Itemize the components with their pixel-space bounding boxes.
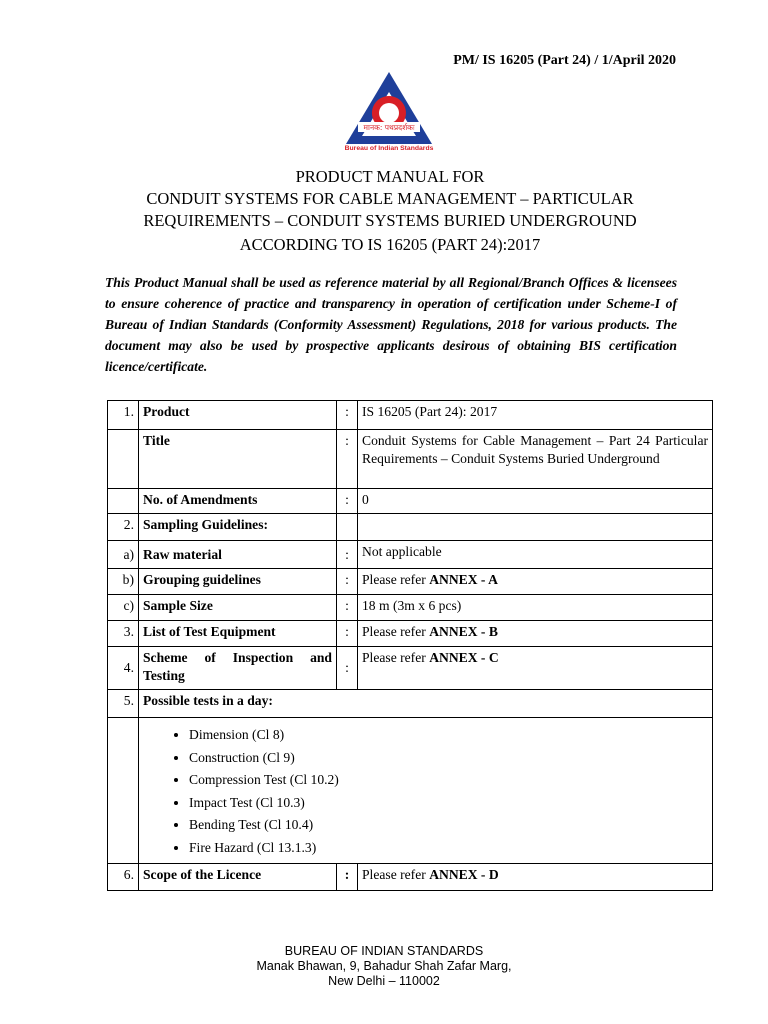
row-number: a) xyxy=(108,541,139,569)
list-item: • Dimension (Cl 8) xyxy=(189,724,708,747)
title-line-3: REQUIREMENTS – CONDUIT SYSTEMS BURIED UNDERGROUND xyxy=(143,211,637,230)
colon: : xyxy=(337,401,358,430)
list-item: • Construction (Cl 9) xyxy=(189,747,708,770)
row-number: 4. xyxy=(108,647,139,690)
title-line-4: ACCORDING TO IS 16205 (PART 24):2017 xyxy=(239,235,541,254)
row-label: Possible tests in a day: xyxy=(139,690,713,718)
row-label: Sample Size xyxy=(139,595,337,621)
tests-list xyxy=(143,724,708,859)
row-label: Raw material xyxy=(139,541,337,569)
sample-size-value: 18 m (3m x 6 pcs) xyxy=(358,595,713,621)
row-label: Sampling Guidelines: xyxy=(139,514,337,541)
row-number: 5. xyxy=(108,690,139,718)
bis-logo-graphic xyxy=(342,70,436,152)
table-row xyxy=(108,621,713,647)
raw-material-value: Not applicable xyxy=(358,541,713,569)
table-row xyxy=(108,489,713,514)
row-number: 6. xyxy=(108,864,139,891)
footer-org: BUREAU OF INDIAN STANDARDS xyxy=(284,944,484,958)
table-row xyxy=(108,541,713,569)
colon: : xyxy=(337,864,358,891)
logo-caption: Bureau of Indian Standards xyxy=(344,145,434,152)
amendments-value: 0 xyxy=(358,489,713,514)
row-label: List of Test Equipment xyxy=(139,621,337,647)
list-item: • Bending Test (Cl 10.4) xyxy=(189,814,708,837)
row-label: Title xyxy=(139,430,337,489)
colon: : xyxy=(337,595,358,621)
document-title xyxy=(60,166,720,256)
footer xyxy=(0,944,768,989)
row-label: Scope of the Licence xyxy=(139,864,337,891)
row-label: Scheme of Inspection and Testing xyxy=(139,647,337,690)
table-row xyxy=(108,514,713,541)
grouping-value: Please refer ANNEX - A xyxy=(358,569,713,595)
intro-paragraph: This Product Manual shall be used as reference material by all Regional/Branch Offices & licensees to ensure coherence of practice and transparency in operation of certification under Scheme-I of Bureau of Indian Standards (Conformity Assessment) Regulations, 2018 for various products. The document may also be used by prospective applicants desirous of obtaining BIS certification licence/certificate. xyxy=(105,275,677,374)
list-item: • Fire Hazard (Cl 13.1.3) xyxy=(189,837,708,860)
annex-ref: ANNEX - A xyxy=(429,572,498,587)
row-number: b) xyxy=(108,569,139,595)
table-row xyxy=(108,690,713,718)
row-label: No. of Amendments xyxy=(139,489,337,514)
footer-address: Manak Bhawan, 9, Bahadur Shah Zafar Marg, xyxy=(256,959,512,973)
document-reference: PM/ IS 16205 (Part 24) / 1/April 2020 xyxy=(453,53,676,68)
table-row xyxy=(108,401,713,430)
table-row xyxy=(108,718,713,864)
row-number: 2. xyxy=(108,514,139,541)
row-number: 1. xyxy=(108,401,139,430)
title-line-1: PRODUCT MANUAL FOR xyxy=(295,167,485,186)
colon: : xyxy=(337,647,358,690)
table-row xyxy=(108,569,713,595)
row-number: c) xyxy=(108,595,139,621)
row-label: Product xyxy=(139,401,337,430)
tests-list-cell xyxy=(139,718,713,864)
list-item: • Impact Test (Cl 10.3) xyxy=(189,792,708,815)
table-row xyxy=(108,430,713,489)
annex-ref: ANNEX - C xyxy=(429,650,499,665)
title-line-2: CONDUIT SYSTEMS FOR CABLE MANAGEMENT – PARTICULAR xyxy=(146,189,634,208)
table-row xyxy=(108,864,713,891)
product-spec-table xyxy=(107,400,713,891)
annex-ref: ANNEX - B xyxy=(429,624,498,639)
colon: : xyxy=(337,569,358,595)
title-value: Conduit Systems for Cable Management – Part 24 Particular Requirements – Conduit Systems Buried Underground xyxy=(358,430,713,489)
footer-city: New Delhi – 110002 xyxy=(328,974,440,988)
scheme-value: Please refer ANNEX - C xyxy=(358,647,713,690)
row-label: Grouping guidelines xyxy=(139,569,337,595)
colon: : xyxy=(337,489,358,514)
product-value: IS 16205 (Part 24): 2017 xyxy=(358,401,713,430)
colon: : xyxy=(337,430,358,489)
scope-value: Please refer ANNEX - D xyxy=(358,864,713,891)
colon: : xyxy=(337,621,358,647)
logo-hindi-text: मानक: पथप्रदर्शकः xyxy=(363,123,415,132)
bis-logo xyxy=(342,70,436,152)
list-item: • Compression Test (Cl 10.2) xyxy=(189,769,708,792)
table-row xyxy=(108,595,713,621)
row-number: 3. xyxy=(108,621,139,647)
colon: : xyxy=(337,541,358,569)
table-row xyxy=(108,647,713,690)
equipment-value: Please refer ANNEX - B xyxy=(358,621,713,647)
annex-ref: ANNEX - D xyxy=(429,867,499,882)
